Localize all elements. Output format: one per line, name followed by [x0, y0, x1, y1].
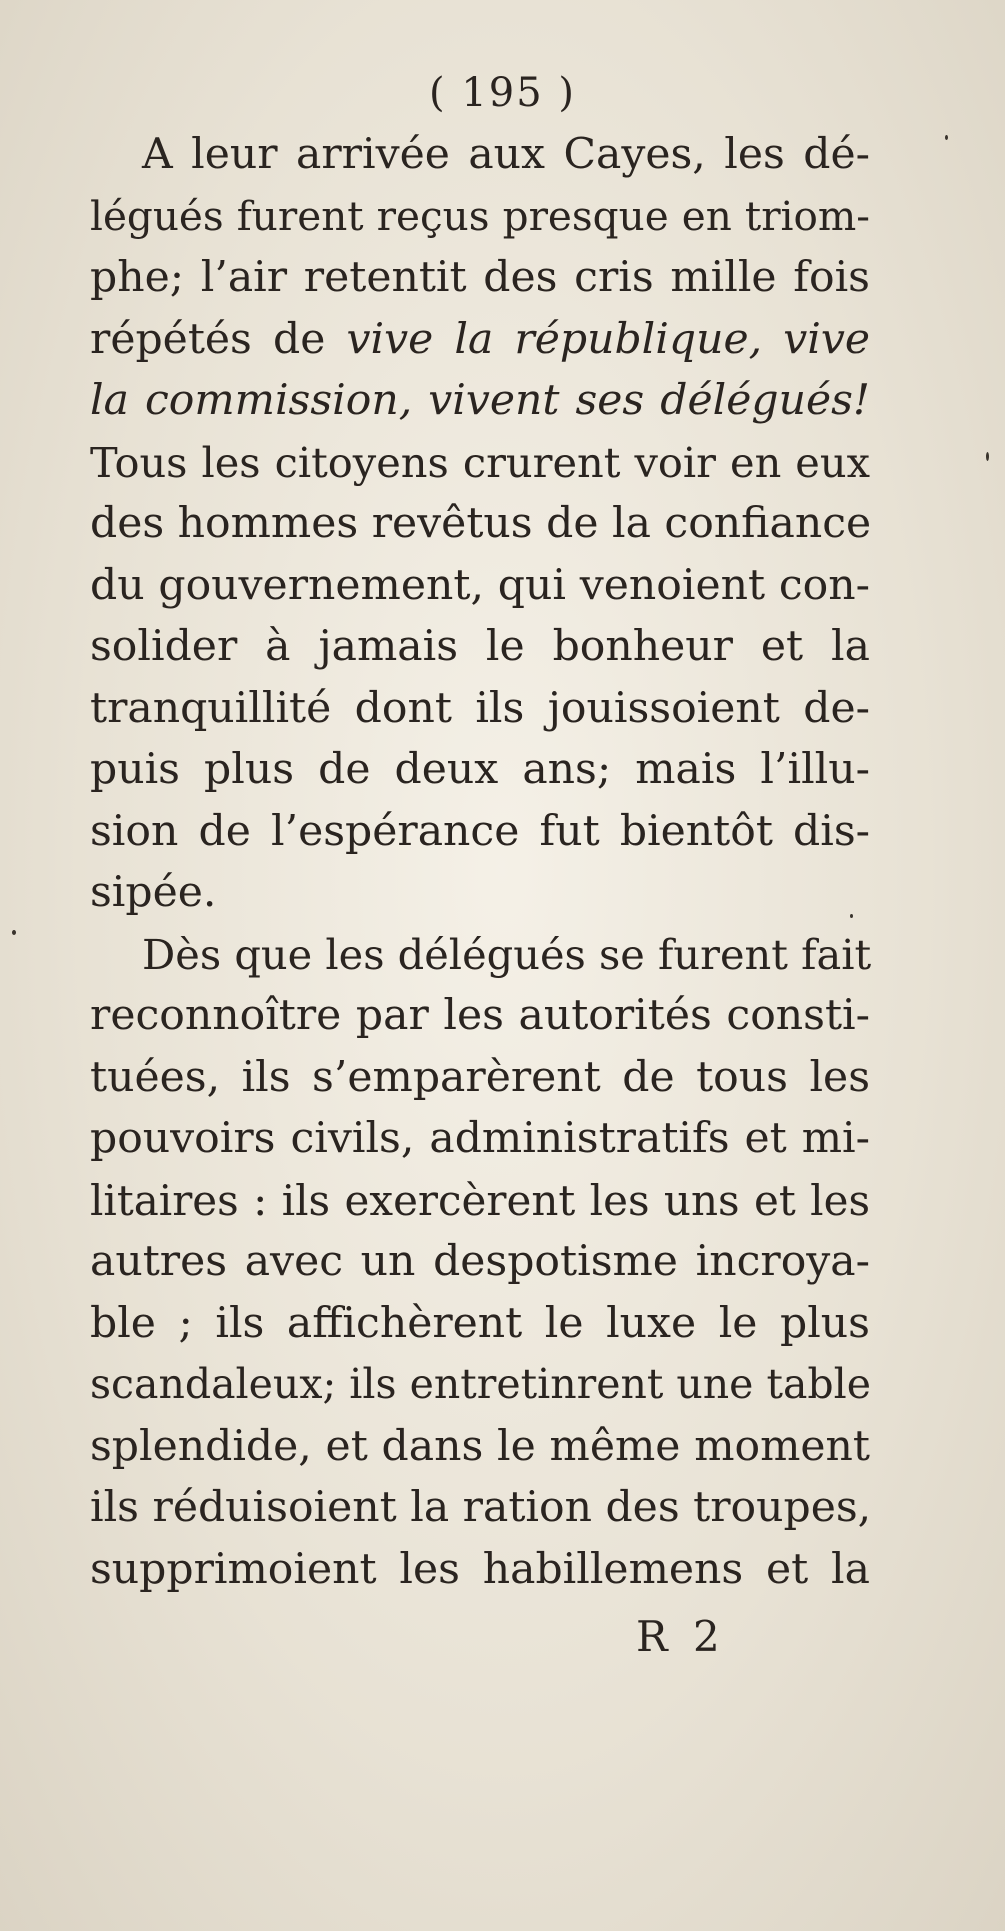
- page-number: ( 195 ): [429, 70, 576, 116]
- text-line: tranquillité dont ils jouissoient de-: [90, 683, 870, 733]
- text-line: légués furent reçus presque en triom-: [90, 191, 870, 240]
- text-line: pouvoirs civils, administratifs et mi-: [90, 1114, 870, 1163]
- body-text: [90, 124, 870, 1600]
- paper-speck: [12, 930, 16, 935]
- text-line: litaires : ils exercèrent les uns et les: [90, 1175, 870, 1225]
- text-line: des hommes revêtus de la confiance: [90, 499, 872, 548]
- text-line: A leur arrivée aux Cayes, les dé-: [142, 130, 870, 179]
- text-line: supprimoient les habillemens et la: [90, 1544, 870, 1594]
- text-line: puis plus de deux ans; mais l’illu-: [90, 745, 870, 794]
- paper-speck: [986, 452, 989, 461]
- text-line: scandaleux; ils entretinrent une table: [90, 1360, 872, 1408]
- text-line: répétés de vive la république, vive: [90, 314, 870, 364]
- text-line: splendide, et dans le même moment: [90, 1421, 870, 1471]
- paper-speck: [850, 914, 853, 918]
- signature-mark: R 2: [636, 1612, 726, 1661]
- text-line: Tous les citoyens crurent voir en eux: [90, 437, 870, 487]
- paper-speck: [945, 135, 948, 140]
- text-line: solider à jamais le bonheur et la: [90, 622, 870, 671]
- text-line: sion de l’espérance fut bientôt dis-: [90, 806, 870, 856]
- text-line: Dès que les délégués se furent fait: [142, 929, 872, 979]
- text-line: la commission, vivent ses délégués!: [90, 376, 870, 425]
- text-line: sipée.: [90, 868, 217, 917]
- text-line: du gouvernement, qui venoient con-: [90, 560, 870, 610]
- text-line: tuées, ils s’emparèrent de tous les: [90, 1052, 870, 1102]
- text-line: autres avec un despotisme incroya-: [90, 1237, 870, 1286]
- text-line: ils réduisoient la ration des troupes,: [90, 1483, 872, 1532]
- text-line: reconnoître par les autorités consti-: [90, 991, 870, 1040]
- text-line: phe; l’air retentit des cris mille fois: [90, 253, 870, 302]
- text-line: ble ; ils affichèrent le luxe le plus: [90, 1298, 870, 1348]
- italic-text: vive la république, vive: [346, 314, 870, 364]
